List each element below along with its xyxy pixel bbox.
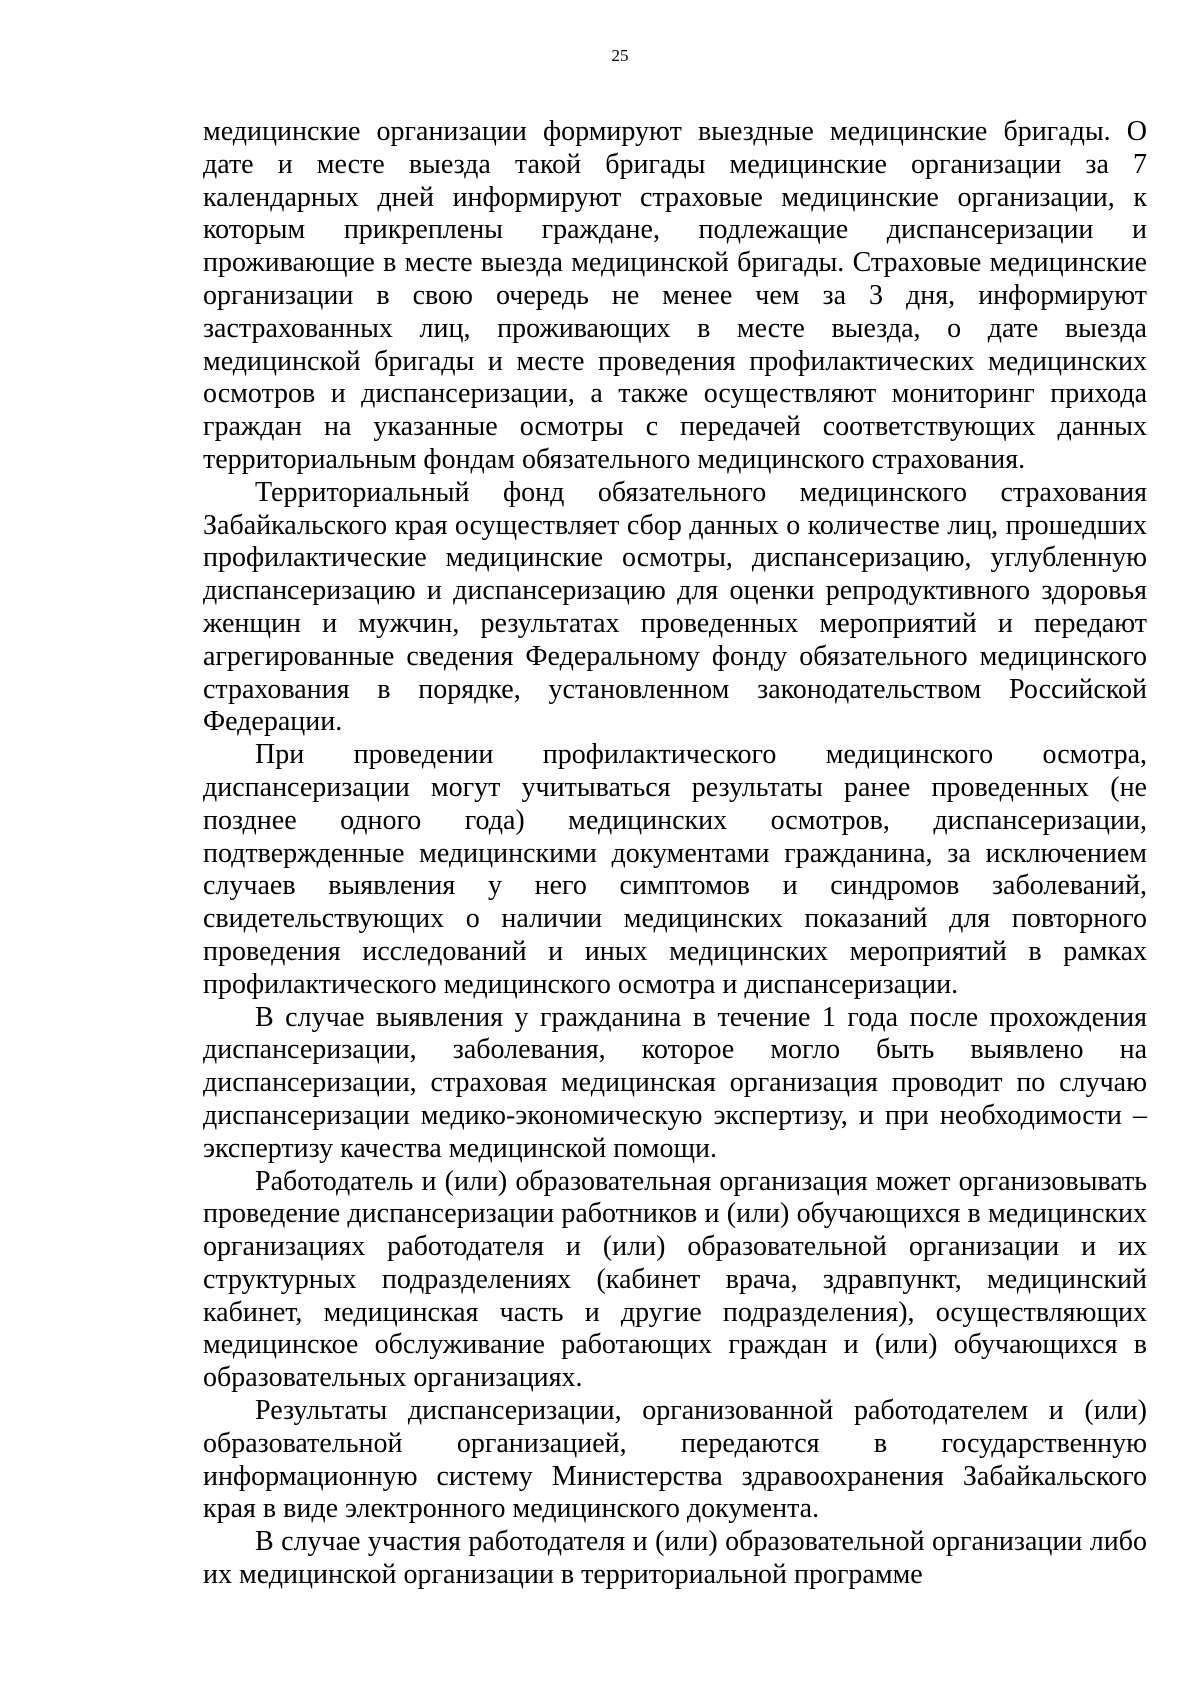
page-number: 25 (611, 46, 629, 65)
paragraph: Работодатель и (или) образовательная организация может организовывать проведение диспансеризации работников и (или) обучающихся в медицинских организациях работодателя и (или) образовательной организации и их структурных подразделениях (кабинет врача, здравпункт, медицинский кабинет, медицинская часть и другие подразделения), осуществляющих медицинское обслуживание работающих граждан и (или) обучающихся в образовательных организациях. (203, 1165, 1147, 1394)
paragraph: При проведении профилактического медицинского осмотра, диспансеризации могут учитываться результаты ранее проведенных (не позднее одного года) медицинских осмотров, диспансеризации, подтвержденные медицинскими документами гражданина, за исключением случаев выявления у него симптомов и синдромов заболеваний, свидетельствующих о наличии медицинских показаний для повторного проведения исследований и иных медицинских мероприятий в рамках профилактического медицинского осмотра и диспансеризации. (203, 739, 1147, 1000)
paragraph-continuation: медицинские организации формируют выездные медицинские бригады. О дате и месте выезда такой бригады медицинские организации за 7 календарных дней информируют страховые медицинские организации, к которым прикреплены граждане, подлежащие диспансеризации и проживающие в месте выезда медицинской бригады. Страховые медицинские организации в свою очередь не менее чем за 3 дня, информируют застрахованных лиц, проживающих в месте выезда, о дате выезда медицинской бригады и месте проведения профилактических медицинских осмотров и диспансеризации, а также осуществляют мониторинг прихода граждан на указанные осмотры с передачей соответствующих данных территориальным фондам обязательного медицинского страхования. (203, 116, 1147, 475)
paragraph-continued: В случае участия работодателя и (или) образовательной организации либо их медицинской организации в территориальной программе (203, 1526, 1147, 1591)
paragraph: Результаты диспансеризации, организованной работодателем и (или) образовательной организацией, передаются в государственную информационную систему Министерства здравоохранения Забайкальского края в виде электронного медицинского документа. (203, 1395, 1147, 1525)
paragraph: Территориальный фонд обязательного медицинского страхования Забайкальского края осуществляет сбор данных о количестве лиц, прошедших профилактические медицинские осмотры, диспансеризацию, углубленную диспансеризацию и диспансеризацию для оценки репродуктивного здоровья женщин и мужчин, результатах проведенных мероприятий и передают агрегированные сведения Федеральному фонду обязательного медицинского страхования в порядке, установленном законодательством Российской Федерации. (203, 476, 1147, 738)
paragraph: В случае выявления у гражданина в течение 1 года после прохождения диспансеризации, заболевания, которое могло быть выявлено на диспансеризации, страховая медицинская организация проводит по случаю диспансеризации медико-экономическую экспертизу, и при необходимости – экспертизу качества медицинской помощи. (203, 1001, 1147, 1164)
document-body (203, 116, 1147, 1592)
